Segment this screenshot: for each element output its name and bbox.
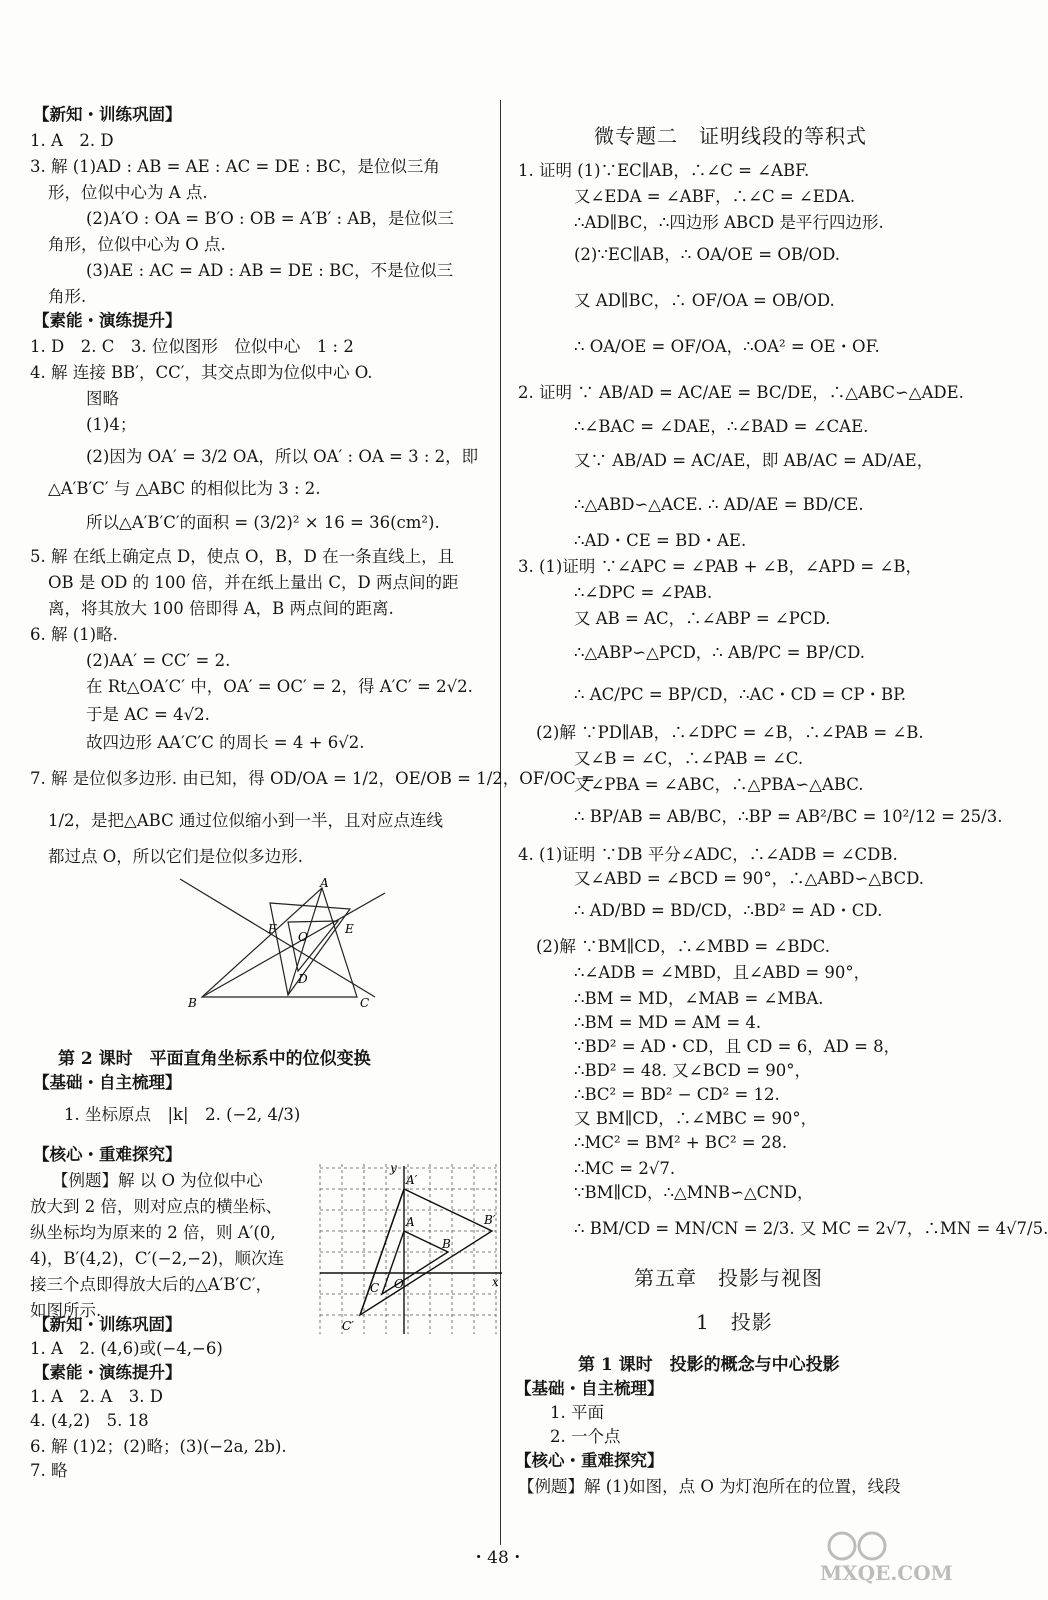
proof-line: ∴∠DPC = ∠PAB. — [574, 583, 713, 602]
answer-line: 7. 解 是位似多边形. 由已知，得 OD/OA = 1/2，OE/OB = 1/2，OF/OC = — [30, 769, 596, 788]
answer-line: 2. 一个点 — [550, 1427, 621, 1446]
answer-line: (1)4； — [86, 415, 137, 434]
point-label: F — [268, 922, 277, 936]
axis-label-y: y — [390, 1161, 397, 1175]
answer-line: (2)A′O : OA = B′O : OB = A′B′ : AB，是位似三 — [86, 209, 454, 228]
section-header-practice: 【素能・演练提升】 — [33, 311, 182, 330]
section-header-new-knowledge-2: 【新知・训练巩固】 — [33, 1315, 182, 1334]
answer-line: 故四边形 AA′C′C 的周长 = 4 + 6√2. — [86, 733, 365, 752]
proof-line: ∴△ABP∽△PCD，∴ AB/PC = BP/CD. — [574, 643, 865, 662]
triangle-fed-inner — [288, 921, 338, 971]
homothety-triangle-figure — [180, 875, 400, 1010]
answer-line: 1. A 2. D — [30, 131, 114, 150]
proof-line: ∴BM = MD，∠MAB = ∠MBA. — [574, 989, 824, 1008]
proof-line: 1. 证明 (1)∵EC∥AB，∴∠C = ∠ABF. — [518, 161, 810, 180]
answer-line: 都过点 O，所以它们是位似多边形. — [48, 847, 304, 866]
proof-line: 又∠B = ∠C，∴∠PAB = ∠C. — [574, 749, 804, 768]
point-label: O — [394, 1277, 404, 1291]
proof-line: 又∠PBA = ∠ABC，∴△PBA∽△ABC. — [574, 775, 864, 794]
answer-line: 所以△A′B′C′的面积 = (3/2)² × 16 = 36(cm²). — [86, 513, 440, 532]
proof-line: ∴∠ADB = ∠MBD，且∠ABD = 90°， — [574, 963, 871, 982]
page-number: ・48・ — [470, 1548, 526, 1568]
point-label: C — [370, 1281, 380, 1295]
section-header-basics: 【基础・自主梳理】 — [515, 1379, 664, 1398]
proof-line: 又∵ AB/AD = AC/AE，即 AB/AC = AD/AE， — [574, 451, 934, 470]
answer-line: 1. 坐标原点 |k| 2. (−2, 4/3) — [64, 1105, 301, 1124]
section-header-practice-2: 【素能・演练提升】 — [33, 1363, 182, 1382]
proof-line: 又 AB = AC，∴∠ABP = ∠PCD. — [574, 609, 831, 628]
proof-line: 又 BM∥CD，∴∠MBC = 90°， — [574, 1109, 818, 1128]
point-label: A — [406, 1215, 415, 1229]
watermark-logo — [812, 1528, 982, 1586]
proof-line: ∴AD∥BC，∴四边形 ABCD 是平行四边形. — [574, 213, 884, 232]
proof-line: 2. 证明 ∵ AB/AD = AC/AE = BC/DE，∴△ABC∽△ADE. — [518, 383, 964, 402]
answer-line: 角形. — [48, 287, 87, 306]
example-line: 纵坐标均为原来的 2 倍，则 A′(0, — [30, 1223, 276, 1242]
proof-line: ∴ BM/CD = MN/CN = 2/3. 又 MC = 2√7，∴MN = 4√7/5. — [574, 1219, 1048, 1238]
triangle-def — [270, 903, 350, 995]
point-label: C — [360, 996, 370, 1010]
answer-line: 5. 解 在纸上确定点 D，使点 O，B，D 在一条直线上，且 — [30, 547, 455, 566]
point-label: A′ — [406, 1173, 418, 1187]
answer-line: 角形，位似中心为 O 点. — [48, 235, 226, 254]
proof-line: (2)解 ∵PD∥AB，∴∠DPC = ∠B，∴∠PAB = ∠B. — [536, 723, 924, 742]
example-line: 接三个点即得放大后的△A′B′C′， — [30, 1275, 273, 1294]
section-title: 1 投影 — [696, 1310, 773, 1334]
proof-line: ∴ AD/BD = BD/CD，∴BD² = AD・CD. — [574, 901, 883, 920]
triangle-original — [382, 1231, 448, 1294]
answer-line: (2)因为 OA′ = 3/2 OA，所以 OA′ : OA = 3 : 2，即 — [86, 447, 479, 466]
proof-line: ∴ BP/AB = AB/BC，∴BP = AB²/BC = 10²/12 = 25/3. — [574, 807, 1003, 826]
answer-line: 7. 略 — [30, 1461, 68, 1480]
proof-line: ∴ AC/PC = BP/CD，∴AC・CD = CP・BP. — [574, 685, 907, 704]
answer-line: OB 是 OD 的 100 倍，并在纸上量出 C，D 两点间的距 — [48, 573, 459, 592]
answer-line: 1. A 2. (4,6)或(−4,−6) — [30, 1339, 223, 1358]
answer-line: 4. 解 连接 BB′，CC′，其交点即为位似中心 O. — [30, 363, 373, 382]
answer-line: (2)AA′ = CC′ = 2. — [86, 651, 231, 670]
point-label: B′ — [484, 1213, 496, 1227]
chapter-title: 第五章 投影与视图 — [634, 1266, 823, 1290]
answer-line: 图略 — [86, 389, 119, 408]
topic-title: 微专题二 证明线段的等积式 — [594, 124, 867, 148]
lesson-title: 第 1 课时 投影的概念与中心投影 — [578, 1355, 840, 1375]
proof-line: ∴AD・CE = BD・AE. — [574, 531, 747, 550]
example-line: 4)，B′(4,2)，C′(−2,−2)，顺次连 — [30, 1249, 285, 1268]
proof-line: 又 AD∥BC，∴ OF/OA = OB/OD. — [574, 291, 835, 310]
example-line: 如图所示. — [30, 1301, 102, 1320]
proof-line: ∴∠BAC = ∠DAE，∴∠BAD = ∠CAE. — [574, 417, 869, 436]
point-label: D — [298, 972, 308, 986]
ray-line — [180, 879, 375, 997]
proof-line: (2)解 ∵BM∥CD，∴∠MBD = ∠BDC. — [536, 937, 830, 956]
proof-line: ∵BM∥CD，∴△MNB∽△CND， — [574, 1183, 814, 1202]
point-label: B — [442, 1237, 451, 1251]
answer-line: 6. 解 (1)2；(2)略；(3)(−2a, 2b). — [30, 1437, 287, 1456]
proof-line: ∴BD² = 48. 又∠BCD = 90°， — [574, 1061, 811, 1080]
answer-line: 于是 AC = 4√2. — [86, 705, 210, 724]
answer-line: 1. D 2. C 3. 位似图形 位似中心 1 : 2 — [30, 337, 354, 356]
answer-line: 离，将其放大 100 倍即得 A，B 两点间的距离. — [48, 599, 394, 618]
triangle-abc — [202, 888, 357, 997]
proof-line: ∴MC² = BM² + BC² = 28. — [574, 1133, 788, 1152]
point-label: B — [188, 996, 197, 1010]
proof-line: ∵BD² = AD・CD，且 CD = 6，AD = 8， — [574, 1037, 901, 1056]
watermark-text: MXQE.COM — [820, 1561, 953, 1585]
answer-line: 形，位似中心为 A 点. — [48, 183, 208, 202]
answer-line: 6. 解 (1)略. — [30, 625, 118, 644]
answer-line: 3. 解 (1)AD : AB = AE : AC = DE : BC，是位似三角 — [30, 157, 440, 176]
answer-line: 1. A 2. A 3. D — [30, 1387, 164, 1406]
section-header-core: 【核心・重难探究】 — [33, 1145, 182, 1164]
example-line: 【例题】解 (1)如图，点 O 为灯泡所在的位置，线段 — [518, 1477, 901, 1496]
section-header-new-knowledge: 【新知・训练巩固】 — [33, 105, 182, 124]
lesson-title: 第 2 课时 平面直角坐标系中的位似变换 — [58, 1049, 371, 1069]
proof-line: ∴△ABD∽△ACE. ∴ AD/AE = BD/CE. — [574, 495, 864, 514]
example-line: 【例题】解 以 O 为位似中心 — [52, 1171, 263, 1190]
proof-line: 3. (1)证明 ∵∠APC = ∠PAB + ∠B，∠APD = ∠B， — [518, 557, 922, 576]
answer-line: △A′B′C′ 与 △ABC 的相似比为 3 : 2. — [48, 479, 321, 498]
point-label: C′ — [342, 1319, 354, 1333]
answer-line: 1. 平面 — [550, 1403, 604, 1422]
proof-line: 又∠EDA = ∠ABF，∴∠C = ∠EDA. — [574, 187, 856, 206]
point-label: E — [345, 922, 354, 936]
point-label: A — [320, 876, 329, 890]
section-header-basics: 【基础・自主梳理】 — [33, 1073, 182, 1092]
answer-line: 在 Rt△OA′C′ 中，OA′ = OC′ = 2，得 A′C′ = 2√2. — [86, 677, 473, 696]
coordinate-grid-figure — [306, 1158, 506, 1338]
section-header-core: 【核心・重难探究】 — [515, 1451, 664, 1470]
proof-line: ∴BM = MD = AM = 4. — [574, 1013, 762, 1032]
proof-line: 4. (1)证明 ∵DB 平分∠ADC，∴∠ADB = ∠CDB. — [518, 845, 898, 864]
axis-label-x: x — [492, 1275, 499, 1289]
proof-line: 又∠ABD = ∠BCD = 90°，∴△ABD∽△BCD. — [574, 869, 924, 888]
answer-line: 1/2，是把△ABC 通过位似缩小到一半，且对应点连线 — [48, 811, 443, 830]
example-line: 放大到 2 倍，则对应点的横坐标、 — [30, 1197, 282, 1216]
answer-line: (3)AE : AC = AD : AB = DE : BC，不是位似三 — [86, 261, 454, 280]
proof-line: ∴ OA/OE = OF/OA，∴OA² = OE・OF. — [574, 337, 880, 356]
proof-line: ∴MC = 2√7. — [574, 1159, 676, 1178]
proof-line: (2)∵EC∥AB，∴ OA/OE = OB/OD. — [574, 245, 840, 264]
proof-line: ∴BC² = BD² − CD² = 12. — [574, 1085, 780, 1104]
answer-line: 4. (4,2) 5. 18 — [30, 1411, 149, 1430]
point-label: O — [298, 930, 308, 944]
